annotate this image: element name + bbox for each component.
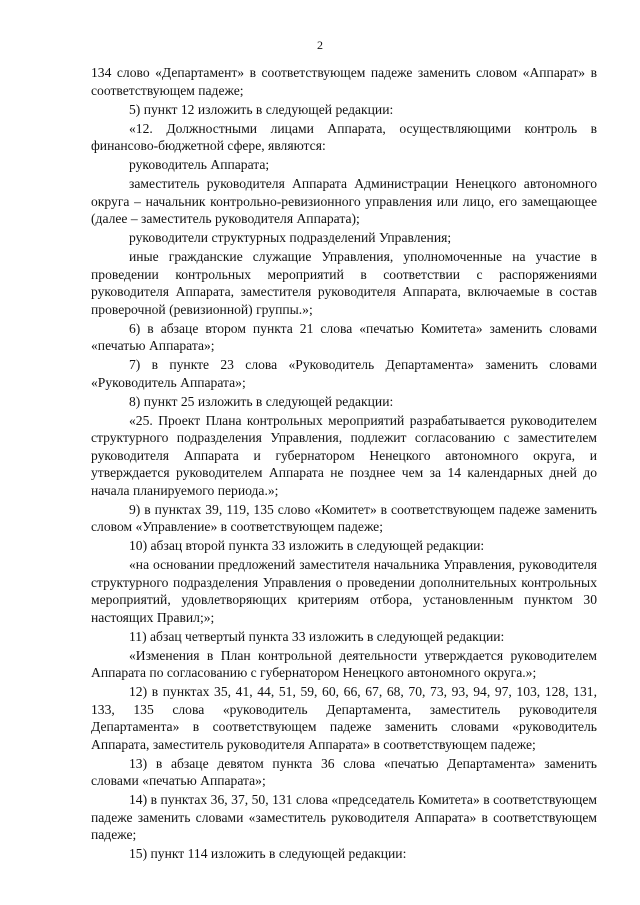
paragraph-15: 11) абзац четвертый пункта 33 изложить в следующей редакции: — [129, 628, 505, 644]
paragraph-18: 13) в абзаце девятом пункта 36 слова «печатью Департамента» заменить словами «печатью Аппарата»; — [91, 755, 597, 788]
paragraph-9: 7) в пункте 23 слова «Руководитель Департамента» заменить словами «Руководитель Аппарата»; — [91, 357, 597, 390]
document-body — [91, 64, 597, 863]
paragraph-3: «12. Должностными лицами Аппарата, осуществляющими контроль в финансово-бюджетной сфере, являются: — [91, 120, 597, 153]
paragraph-14: «на основании предложений заместителя начальника Управления, руководителя структурного подразделения Управления о проведении дополнительных контрольных мероприятий, удовлетворяющих критериям отбора, установленным пунктом 30 настоящих Правил;»; — [91, 557, 597, 625]
paragraph-6: руководители структурных подразделений Управления; — [129, 230, 452, 245]
paragraph-10: 8) пункт 25 изложить в следующей редакции: — [129, 393, 394, 409]
page-number: 2 — [317, 38, 323, 52]
paragraph-5: заместитель руководителя Аппарата Администрации Ненецкого автономного округа – начальник контрольно-ревизионного управления или лицо, его замещающее (далее – заместитель руководителя Аппарата); — [91, 176, 597, 226]
paragraph-17: 12) в пунктах 35, 41, 44, 51, 59, 60, 66, 67, 68, 70, 73, 93, 94, 97, 103, 128, 131, 133, 135 слова «руководитель Департамента, заместитель руководителя Департамента» в соответствующем падеже заменить словами «руководитель Аппарата, заместитель руководителя Аппарата» в соответствующем падеже; — [91, 684, 597, 752]
paragraph-1: 134 слово «Департамент» в соответствующем падеже заменить словом «Аппарат» в соответствующем падеже; — [91, 65, 597, 98]
paragraph-20: 15) пункт 114 изложить в следующей редакции: — [129, 846, 407, 861]
paragraph-8: 6) в абзаце втором пункта 21 слова «печатью Комитета» заменить словами «печатью Аппарата»; — [91, 320, 597, 353]
paragraph-7: иные гражданские служащие Управления, уполномоченные на участие в проведении контрольных мероприятий в соответствии с распоряжениями руководителя Аппарата, заместителя руководителя Аппарата, включаемые в состав проверочной (ревизионной) группы.»; — [91, 249, 597, 317]
paragraph-2: 5) пункт 12 изложить в следующей редакции: — [129, 101, 394, 117]
paragraph-16: «Изменения в План контрольной деятельности утверждается руководителем Аппарата по согласованию с губернатором Ненецкого автономного округа.»; — [91, 647, 597, 680]
paragraph-4: руководитель Аппарата; — [129, 157, 270, 172]
paragraph-11: «25. Проект Плана контрольных мероприятий разрабатывается руководителем структурного подразделения Управления, подлежит согласованию с заместителем руководителя Аппарата и губернатором Ненецкого автономного округа, и утверждается руководителем Аппарата не позднее чем за 14 календарных дней до начала планируемого периода.»; — [91, 412, 597, 498]
paragraph-19: 14) в пунктах 36, 37, 50, 131 слова «председатель Комитета» в соответствующем падеже заменить словами «заместитель руководителя Аппарата» в соответствующем падеже; — [91, 792, 597, 842]
paragraph-13: 10) абзац второй пункта 33 изложить в следующей редакции: — [129, 538, 485, 553]
paragraph-12: 9) в пунктах 39, 119, 135 слово «Комитет» в соответствующем падеже заменить словом «Управление» в соответствующем падеже; — [91, 501, 597, 534]
